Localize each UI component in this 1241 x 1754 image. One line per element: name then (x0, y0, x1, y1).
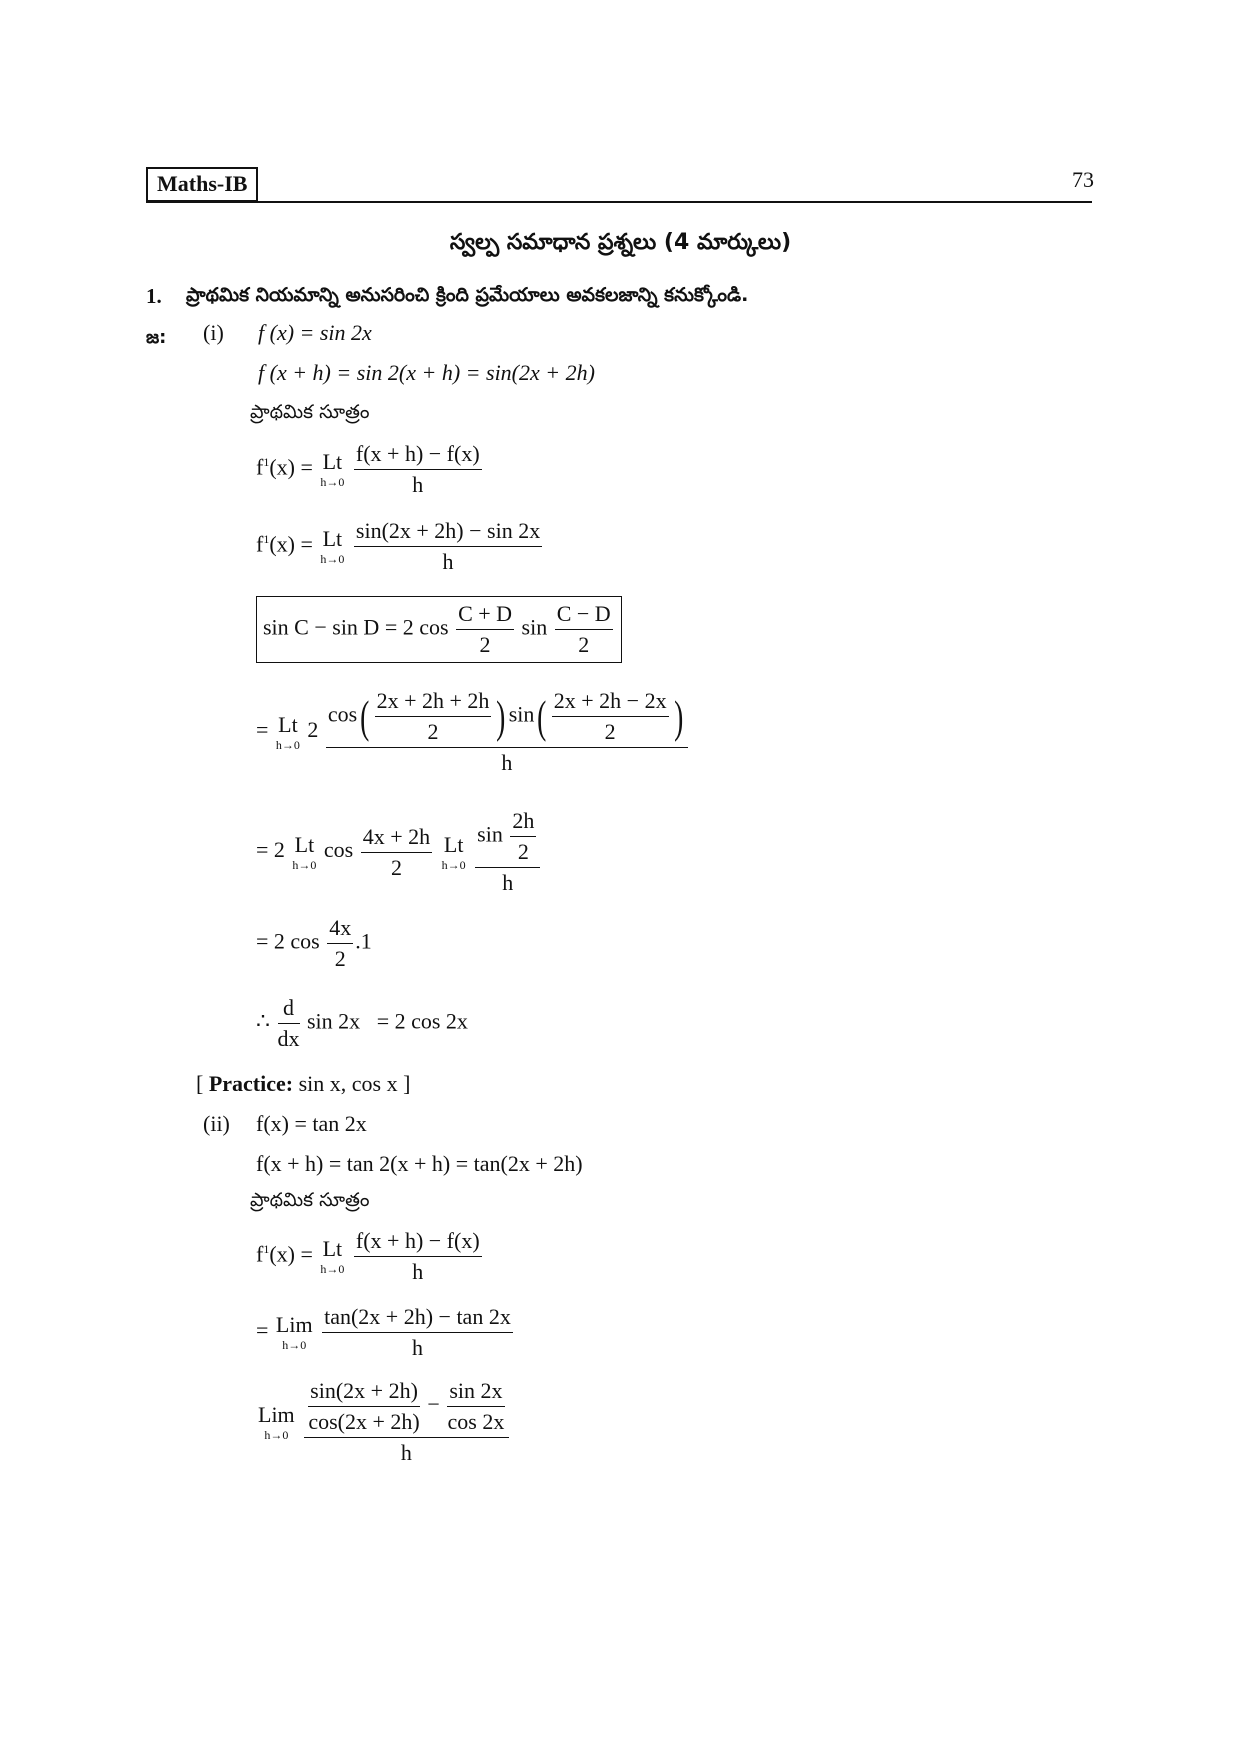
answer-label: జ: (146, 327, 167, 348)
limit: Lt h→0 (320, 526, 345, 566)
page-number: 73 (1072, 167, 1094, 192)
part-i-label: (i) (203, 320, 224, 345)
part-i-basic-formula: ప్రాథమిక సూత్రం (250, 401, 370, 423)
section-title: స్వల్ప సమాధాన ప్రశ్నలు (4 మార్కులు) (449, 230, 792, 255)
limit: Lt h→0 (320, 449, 345, 489)
fraction: $\frac{d}{dx}$ (277, 995, 300, 1051)
practice-note: [ Practice: sin x, cos x ] (196, 1071, 411, 1096)
fraction: $\frac{\sin(2x + 2h) - \sin 2x}{h}$ (355, 518, 541, 574)
ii-derivative-definition: $f^1(x)$ = Lt h→0 $\frac{f(x + h) - f(x)}{h}$ (256, 1228, 480, 1284)
fraction: $\frac{4x + 2h}{2}$ (362, 823, 431, 880)
fx-equals: (x) = (269, 454, 313, 480)
part-ii-basic-formula: ప్రాథమిక సూత్రం (250, 1189, 370, 1211)
part-ii-line1: f(x) = tan 2x (256, 1111, 367, 1136)
subject-label: Maths-IB (146, 167, 258, 202)
limit: Lt h→0 (441, 831, 466, 872)
fraction: $\frac{C - D}{2}$ (556, 601, 611, 657)
prime-sup: 1 (263, 455, 270, 470)
fraction: $\frac{f(x + h) - f(x)}{h}$ (355, 1228, 480, 1284)
fraction: $\frac{\tan(2x + 2h) - \tan 2x}{h}$ (324, 1304, 511, 1360)
f-symbol: f (256, 454, 264, 480)
fraction: $\frac{4x}{2}$ (329, 915, 352, 971)
result: ∴ $\frac{d}{dx}$ sin 2x = 2 cos 2x (256, 995, 468, 1051)
limit: Lt h→0 (320, 1236, 345, 1276)
part-i-line2: f (x + h) = sin 2(x + h) = sin(2x + 2h) (258, 360, 595, 385)
step-3: = Lt h→0 2 cos( $\frac{2x + 2h + 2h}{2}$ ) sin( $\frac{2x + 2h - 2x}{2}$ ) h (256, 688, 690, 776)
ii-step-3 (256, 1378, 511, 1466)
limit: Lt h→0 (292, 831, 317, 872)
step-4: = 2 Lt h→0 cos $\frac{4x + 2h}{2}$ Lt h→0 sin $\frac{2h}{2}$ h (256, 808, 542, 896)
limit: Lt h→0 (275, 711, 300, 752)
fraction: $\frac{f(x + h) - f(x)}{h}$ (355, 441, 480, 497)
derivative-definition (256, 441, 484, 498)
fraction: sin $\frac{2h}{2}$ h (475, 808, 540, 896)
big-fraction: $\frac{\sin(2x + 2h)}{\cos(2x + 2h)}$ − $\frac{\sin 2x}{\cos 2x}$ h (304, 1378, 508, 1466)
question-text: ప్రాథమిక నియమాన్ని అనుసరించి క్రింది ప్రమేయాలు అవకలజాన్ని కనుక్కోండి. (186, 284, 749, 306)
part-ii-label: (ii) (203, 1111, 230, 1136)
step-2: $f^1(x)$ = Lt h→0 $\frac{\sin(2x + 2h) - \sin 2x}{h}$ (256, 518, 541, 574)
fraction: $\frac{C + D}{2}$ (458, 601, 513, 657)
big-fraction: cos( $\frac{2x + 2h + 2h}{2}$ ) sin( $\frac{2x + 2h - 2x}{2}$ ) h (326, 688, 688, 776)
header-rule (146, 201, 1092, 203)
part-ii-line2: f(x + h) = tan 2(x + h) = tan(2x + 2h) (256, 1151, 583, 1176)
question-number: 1. (146, 284, 162, 308)
part-i-line1: f (x) = sin 2x (258, 320, 372, 345)
ii-step-2: = Lim h→0 $\frac{\tan(2x + 2h) - \tan 2x}{h}$ (256, 1304, 511, 1360)
limit: Lim h→0 (258, 1401, 295, 1442)
identity-box: sin C − sin D = 2 cos $\frac{C + D}{2}$ sin $\frac{C - D}{2}$ (256, 596, 622, 663)
limit: Lim h→0 (275, 1312, 313, 1352)
step-5: = 2 cos $\frac{4x}{2}$ .1 (256, 915, 372, 971)
